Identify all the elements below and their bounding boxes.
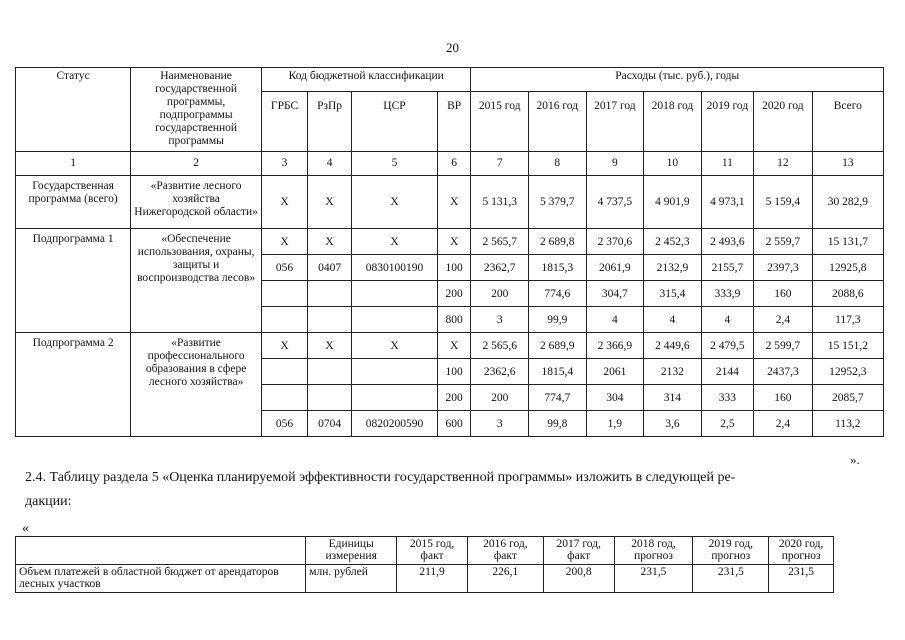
eff-header-2020: 2020 год, прогноз	[769, 537, 834, 565]
cell-grbs: Х	[262, 333, 308, 359]
cell-total: 2088,6	[812, 281, 883, 307]
cell-year-value: 160	[754, 281, 813, 307]
cell-year-value: 2 559,7	[754, 229, 813, 255]
cell-total: 30 282,9	[812, 176, 883, 229]
cell-year-value: 2 479,5	[701, 333, 753, 359]
cell-vr: Х	[437, 229, 471, 255]
cell-rzpr	[308, 385, 352, 411]
cell-year-value: 4 973,1	[701, 176, 753, 229]
index-cell: 6	[437, 152, 471, 176]
cell-year-value: 2,4	[754, 307, 813, 333]
index-cell: 12	[754, 152, 813, 176]
cell-year-value: 304,7	[586, 281, 644, 307]
index-cell: 5	[352, 152, 438, 176]
cell-year-value: 2155,7	[701, 255, 753, 281]
cell-vr: 100	[437, 359, 471, 385]
amendment-paragraph-line2: дакции:	[25, 494, 72, 509]
cell-year-value: 2 452,3	[644, 229, 702, 255]
eff-value-2016: 226,1	[467, 565, 543, 593]
cell-year-value: 5 159,4	[754, 176, 813, 229]
eff-value-2020: 231,5	[769, 565, 834, 593]
page-number: 20	[446, 40, 459, 55]
cell-year-value: 200	[471, 385, 529, 411]
cell-year-value: 3	[471, 411, 529, 437]
cell-year-value: 5 379,7	[528, 176, 586, 229]
header-rzpr: РзПр	[308, 92, 352, 152]
cell-year-value: 4	[701, 307, 753, 333]
amendment-paragraph-line1: 2.4. Таблицу раздела 5 «Оценка планируемой эффективности государственной программы» изложить в следующей ре-	[25, 470, 736, 485]
eff-header-2019: 2019 год, прогноз	[693, 537, 769, 565]
cell-total: 12925,8	[812, 255, 883, 281]
cell-year-value: 774,7	[528, 385, 586, 411]
cell-year-value: 1815,4	[528, 359, 586, 385]
cell-year-value: 304	[586, 385, 644, 411]
cell-vr: 600	[437, 411, 471, 437]
row-status: Государственная программа (всего)	[16, 176, 131, 229]
index-cell: 4	[308, 152, 352, 176]
header-row-1	[16, 68, 884, 92]
eff-header-blank	[16, 537, 306, 565]
cell-csr: 0820200590	[352, 411, 438, 437]
cell-year-value: 5 131,3	[471, 176, 529, 229]
cell-year-value: 2 689,8	[528, 229, 586, 255]
index-cell: 2	[131, 152, 262, 176]
cell-vr: 200	[437, 281, 471, 307]
cell-year-value: 2132,9	[644, 255, 702, 281]
cell-year-value: 2,5	[701, 411, 753, 437]
cell-year-value: 1,9	[586, 411, 644, 437]
cell-year-value: 2132	[644, 359, 702, 385]
index-cell: 3	[262, 152, 308, 176]
eff-header-2017: 2017 год, факт	[543, 537, 614, 565]
cell-year-value: 2 449,6	[644, 333, 702, 359]
eff-header-2018: 2018 год, прогноз	[614, 537, 693, 565]
cell-grbs	[262, 359, 308, 385]
eff-value-2017: 200,8	[543, 565, 614, 593]
cell-year-value: 200	[471, 281, 529, 307]
cell-year-value: 2 689,9	[528, 333, 586, 359]
header-vr: ВР	[437, 92, 471, 152]
cell-year-value: 2144	[701, 359, 753, 385]
cell-total: 2085,7	[812, 385, 883, 411]
cell-year-value: 2397,3	[754, 255, 813, 281]
cell-year-value: 2437,3	[754, 359, 813, 385]
budget-row	[16, 333, 884, 359]
row-program-name: «Развитие профессионального образования в сфере лесного хозяйства»	[131, 333, 262, 437]
header-year-2017: 2017 год	[586, 92, 644, 152]
cell-csr	[352, 385, 438, 411]
cell-vr: 800	[437, 307, 471, 333]
cell-grbs	[262, 281, 308, 307]
cell-year-value: 774,6	[528, 281, 586, 307]
cell-rzpr	[308, 281, 352, 307]
header-status: Статус	[16, 68, 131, 152]
cell-year-value: 333,9	[701, 281, 753, 307]
cell-year-value: 2 565,7	[471, 229, 529, 255]
cell-csr: Х	[352, 176, 438, 229]
header-year-2018: 2018 год	[644, 92, 702, 152]
header-name: Наименование государственной программы, подпрограммы государственной программы	[131, 68, 262, 152]
index-row	[16, 152, 884, 176]
budget-table-body	[16, 176, 884, 437]
cell-total: 15 151,2	[812, 333, 883, 359]
cell-grbs: Х	[262, 176, 308, 229]
cell-rzpr	[308, 359, 352, 385]
index-cell: 9	[586, 152, 644, 176]
header-spend-group: Расходы (тыс. руб.), годы	[471, 68, 884, 92]
efficiency-header-row	[16, 537, 834, 565]
index-cell: 13	[812, 152, 883, 176]
cell-year-value: 314	[644, 385, 702, 411]
cell-year-value: 2 493,6	[701, 229, 753, 255]
cell-rzpr: Х	[308, 333, 352, 359]
cell-year-value: 1815,3	[528, 255, 586, 281]
header-year-2020: 2020 год	[754, 92, 813, 152]
cell-year-value: 2061	[586, 359, 644, 385]
cell-grbs: 056	[262, 255, 308, 281]
budget-row	[16, 176, 884, 229]
header-year-2016: 2016 год	[528, 92, 586, 152]
row-program-name: «Развитие лесного хозяйства Нижегородской области»	[131, 176, 262, 229]
cell-vr: Х	[437, 176, 471, 229]
cell-year-value: 3,6	[644, 411, 702, 437]
cell-year-value: 333	[701, 385, 753, 411]
cell-year-value: 4 737,5	[586, 176, 644, 229]
cell-csr	[352, 359, 438, 385]
cell-vr: 100	[437, 255, 471, 281]
cell-year-value: 160	[754, 385, 813, 411]
cell-year-value: 99,8	[528, 411, 586, 437]
cell-total: 113,2	[812, 411, 883, 437]
cell-year-value: 4	[586, 307, 644, 333]
cell-year-value: 2061,9	[586, 255, 644, 281]
header-year-2015: 2015 год	[471, 92, 529, 152]
cell-total: 117,3	[812, 307, 883, 333]
cell-csr: 0830100190	[352, 255, 438, 281]
cell-year-value: 99,9	[528, 307, 586, 333]
cell-total: 15 131,7	[812, 229, 883, 255]
row-status: Подпрограмма 1	[16, 229, 131, 333]
index-cell: 7	[471, 152, 529, 176]
cell-vr: 200	[437, 385, 471, 411]
index-cell: 10	[644, 152, 702, 176]
eff-row-label: Объем платежей в областной бюджет от арендаторов лесных участков	[16, 565, 306, 593]
cell-vr: Х	[437, 333, 471, 359]
cell-rzpr: 0704	[308, 411, 352, 437]
opening-quote-mark: «	[22, 521, 29, 536]
header-grbs: ГРБС	[262, 92, 308, 152]
cell-grbs: Х	[262, 229, 308, 255]
header-code-group: Код бюджетной классификации	[262, 68, 471, 92]
cell-year-value: 3	[471, 307, 529, 333]
eff-header-2015: 2015 год, факт	[397, 537, 468, 565]
cell-csr	[352, 307, 438, 333]
cell-year-value: 2,4	[754, 411, 813, 437]
cell-year-value: 2362,7	[471, 255, 529, 281]
efficiency-data-row	[16, 565, 834, 593]
cell-csr: Х	[352, 333, 438, 359]
eff-header-unit: Единицы измерения	[306, 537, 397, 565]
cell-total: 12952,3	[812, 359, 883, 385]
header-csr: ЦСР	[352, 92, 438, 152]
cell-rzpr: Х	[308, 229, 352, 255]
index-cell: 8	[528, 152, 586, 176]
cell-csr	[352, 281, 438, 307]
cell-year-value: 2 599,7	[754, 333, 813, 359]
cell-rzpr	[308, 307, 352, 333]
cell-year-value: 2 366,9	[586, 333, 644, 359]
closing-quote-mark: ».	[850, 452, 860, 467]
cell-rzpr: Х	[308, 176, 352, 229]
cell-grbs	[262, 385, 308, 411]
cell-year-value: 2 565,6	[471, 333, 529, 359]
row-program-name: «Обеспечение использования, охраны, защиты и воспроизводства лесов»	[131, 229, 262, 333]
cell-grbs: 056	[262, 411, 308, 437]
eff-value-2019: 231,5	[693, 565, 769, 593]
row-status: Подпрограмма 2	[16, 333, 131, 437]
eff-header-2016: 2016 год, факт	[467, 537, 543, 565]
budget-row	[16, 229, 884, 255]
index-cell: 1	[16, 152, 131, 176]
cell-csr: Х	[352, 229, 438, 255]
cell-grbs	[262, 307, 308, 333]
index-cell: 11	[701, 152, 753, 176]
eff-value-2015: 211,9	[397, 565, 468, 593]
cell-year-value: 4 901,9	[644, 176, 702, 229]
cell-rzpr: 0407	[308, 255, 352, 281]
cell-year-value: 315,4	[644, 281, 702, 307]
eff-value-2018: 231,5	[614, 565, 693, 593]
header-year-2019: 2019 год	[701, 92, 753, 152]
eff-row-unit: млн. рублей	[306, 565, 397, 593]
cell-year-value: 2 370,6	[586, 229, 644, 255]
cell-year-value: 4	[644, 307, 702, 333]
budget-expenses-table	[15, 67, 884, 437]
cell-year-value: 2362,6	[471, 359, 529, 385]
efficiency-table	[15, 536, 834, 593]
header-total: Всего	[812, 92, 883, 152]
